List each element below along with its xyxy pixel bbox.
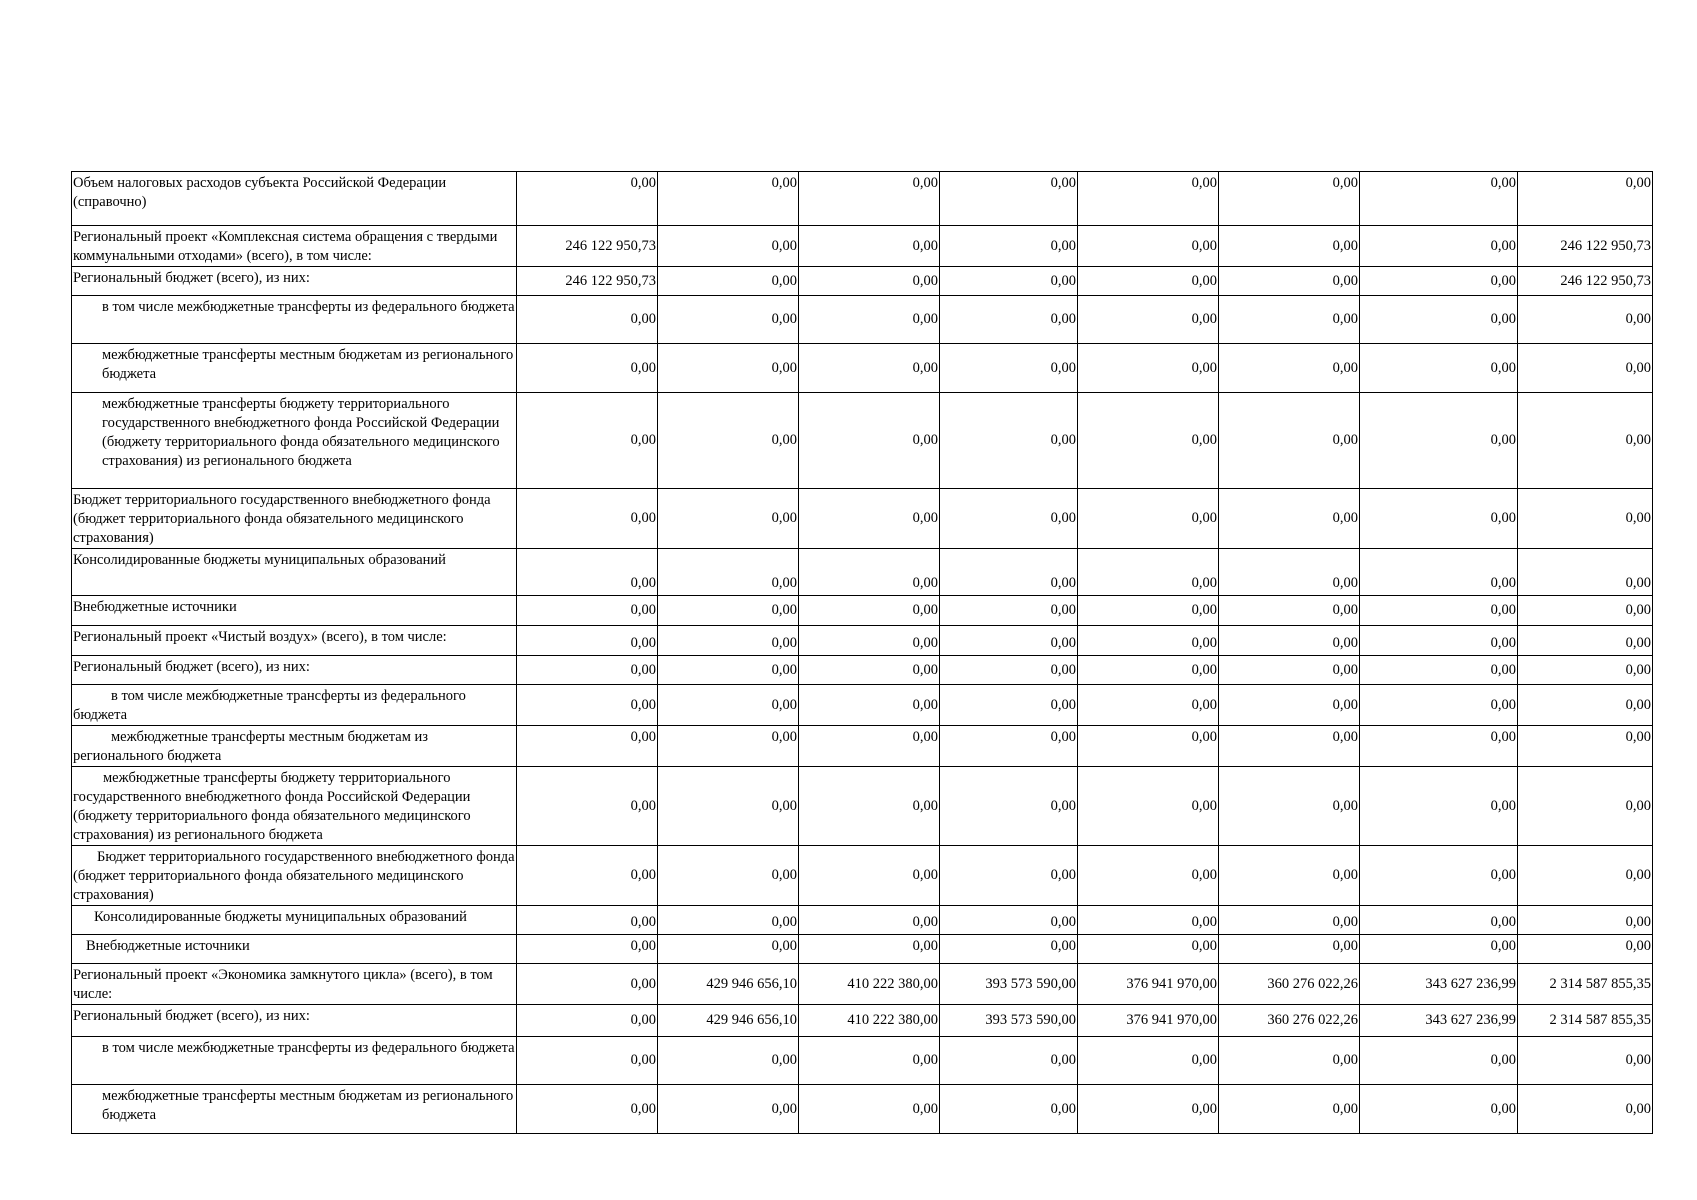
- value-cell: 0,00: [799, 846, 940, 906]
- value-cell: 0,00: [1518, 935, 1653, 964]
- value-cell: 429 946 656,10: [658, 964, 799, 1005]
- value-cell: 343 627 236,99: [1360, 1005, 1518, 1037]
- row-label: Региональный проект «Комплексная система обращения с твердыми коммунальными отходами» (всего), в том числе:: [72, 226, 517, 267]
- value-cell: 0,00: [940, 596, 1078, 626]
- value-cell: 0,00: [799, 626, 940, 656]
- value-cell: 0,00: [1219, 489, 1360, 549]
- value-cell: 393 573 590,00: [940, 1005, 1078, 1037]
- value-cell: 0,00: [799, 393, 940, 489]
- value-cell: 0,00: [1078, 906, 1219, 935]
- value-cell: 0,00: [940, 267, 1078, 296]
- table-row: [72, 626, 1653, 656]
- value-cell: 0,00: [940, 296, 1078, 344]
- value-cell: 0,00: [517, 906, 658, 935]
- value-cell: 0,00: [1360, 172, 1518, 226]
- row-label: межбюджетные трансферты местным бюджетам из регионального бюджета: [72, 726, 517, 767]
- value-cell: 0,00: [1078, 685, 1219, 726]
- value-cell: 0,00: [940, 767, 1078, 846]
- row-label: Консолидированные бюджеты муниципальных образований: [72, 549, 517, 596]
- value-cell: 0,00: [940, 846, 1078, 906]
- value-cell: 0,00: [517, 489, 658, 549]
- value-cell: 0,00: [658, 296, 799, 344]
- budget-table: [71, 171, 1653, 1134]
- value-cell: 0,00: [940, 1085, 1078, 1134]
- value-cell: 0,00: [940, 489, 1078, 549]
- value-cell: 0,00: [1078, 656, 1219, 685]
- value-cell: 0,00: [517, 964, 658, 1005]
- value-cell: 0,00: [658, 344, 799, 393]
- value-cell: 0,00: [517, 596, 658, 626]
- value-cell: 0,00: [1219, 344, 1360, 393]
- value-cell: 0,00: [1219, 846, 1360, 906]
- value-cell: 0,00: [940, 344, 1078, 393]
- value-cell: 0,00: [1360, 596, 1518, 626]
- value-cell: 0,00: [1078, 846, 1219, 906]
- value-cell: 0,00: [517, 296, 658, 344]
- row-label: Региональный бюджет (всего), из них:: [72, 1005, 517, 1037]
- value-cell: 0,00: [799, 726, 940, 767]
- value-cell: 0,00: [1518, 656, 1653, 685]
- value-cell: 0,00: [940, 685, 1078, 726]
- value-cell: 0,00: [658, 172, 799, 226]
- value-cell: 0,00: [1219, 767, 1360, 846]
- row-label: Бюджет территориального государственного внебюджетного фонда (бюджет территориального фонда обязательного медицинского страхования): [72, 846, 517, 906]
- value-cell: 246 122 950,73: [517, 226, 658, 267]
- value-cell: 0,00: [1360, 656, 1518, 685]
- value-cell: 376 941 970,00: [1078, 964, 1219, 1005]
- value-cell: 0,00: [1518, 489, 1653, 549]
- value-cell: 0,00: [1078, 1037, 1219, 1085]
- value-cell: 0,00: [517, 1085, 658, 1134]
- value-cell: 0,00: [1078, 296, 1219, 344]
- value-cell: 0,00: [1360, 906, 1518, 935]
- value-cell: 0,00: [658, 846, 799, 906]
- value-cell: 0,00: [1078, 935, 1219, 964]
- value-cell: 0,00: [1219, 906, 1360, 935]
- value-cell: 0,00: [1078, 626, 1219, 656]
- value-cell: 0,00: [1360, 344, 1518, 393]
- value-cell: 0,00: [799, 549, 940, 596]
- value-cell: 0,00: [517, 846, 658, 906]
- value-cell: 0,00: [1518, 549, 1653, 596]
- value-cell: 0,00: [799, 296, 940, 344]
- value-cell: 0,00: [799, 344, 940, 393]
- table-row: [72, 656, 1653, 685]
- value-cell: 0,00: [658, 393, 799, 489]
- row-label: Консолидированные бюджеты муниципальных образований: [72, 906, 517, 935]
- value-cell: 0,00: [658, 906, 799, 935]
- value-cell: 0,00: [1360, 935, 1518, 964]
- value-cell: 0,00: [658, 626, 799, 656]
- table-row: [72, 267, 1653, 296]
- value-cell: 0,00: [799, 172, 940, 226]
- value-cell: 0,00: [1518, 172, 1653, 226]
- value-cell: 0,00: [658, 685, 799, 726]
- row-label: Бюджет территориального государственного внебюджетного фонда (бюджет территориального фонда обязательного медицинского страхования): [72, 489, 517, 549]
- value-cell: 0,00: [658, 656, 799, 685]
- row-label: межбюджетные трансферты местным бюджетам из регионального бюджета: [72, 1085, 517, 1134]
- value-cell: 0,00: [1219, 172, 1360, 226]
- value-cell: 0,00: [1518, 906, 1653, 935]
- value-cell: 0,00: [940, 935, 1078, 964]
- value-cell: 0,00: [658, 267, 799, 296]
- value-cell: 0,00: [1078, 267, 1219, 296]
- value-cell: 0,00: [1360, 267, 1518, 296]
- value-cell: 0,00: [940, 549, 1078, 596]
- row-label: Внебюджетные источники: [72, 596, 517, 626]
- value-cell: 429 946 656,10: [658, 1005, 799, 1037]
- value-cell: 410 222 380,00: [799, 1005, 940, 1037]
- value-cell: 0,00: [517, 1005, 658, 1037]
- value-cell: 0,00: [799, 1037, 940, 1085]
- value-cell: 0,00: [1078, 596, 1219, 626]
- table-row: [72, 685, 1653, 726]
- table-row: [72, 172, 1653, 226]
- value-cell: 410 222 380,00: [799, 964, 940, 1005]
- row-label: межбюджетные трансферты бюджету территориального государственного внебюджетного фонда Российской Федерации (бюджету территориального фонда обязательного медицинского страхования) из регионального бюджета: [72, 393, 517, 489]
- value-cell: 0,00: [1518, 296, 1653, 344]
- value-cell: 0,00: [1078, 549, 1219, 596]
- value-cell: 0,00: [940, 393, 1078, 489]
- table-row: [72, 906, 1653, 935]
- row-label: Региональный бюджет (всего), из них:: [72, 656, 517, 685]
- table-row: [72, 226, 1653, 267]
- value-cell: 0,00: [517, 344, 658, 393]
- value-cell: 0,00: [517, 172, 658, 226]
- row-label: межбюджетные трансферты местным бюджетам из регионального бюджета: [72, 344, 517, 393]
- value-cell: 376 941 970,00: [1078, 1005, 1219, 1037]
- table-row: [72, 549, 1653, 596]
- table-row: [72, 393, 1653, 489]
- value-cell: 0,00: [1360, 393, 1518, 489]
- value-cell: 0,00: [517, 1037, 658, 1085]
- value-cell: 0,00: [799, 226, 940, 267]
- table-row: [72, 726, 1653, 767]
- value-cell: 0,00: [799, 935, 940, 964]
- value-cell: 0,00: [1518, 344, 1653, 393]
- value-cell: 0,00: [1078, 726, 1219, 767]
- value-cell: 0,00: [1219, 1085, 1360, 1134]
- table-row: [72, 1037, 1653, 1085]
- value-cell: 0,00: [517, 626, 658, 656]
- value-cell: 0,00: [1518, 1085, 1653, 1134]
- table-row: [72, 767, 1653, 846]
- row-label: межбюджетные трансферты бюджету территориального государственного внебюджетного фонда Российской Федерации (бюджету территориального фонда обязательного медицинского страхования) из регионального бюджета: [72, 767, 517, 846]
- table-row: [72, 1085, 1653, 1134]
- value-cell: 0,00: [940, 1037, 1078, 1085]
- value-cell: 0,00: [1219, 626, 1360, 656]
- row-label: Региональный проект «Экономика замкнутого цикла» (всего), в том числе:: [72, 964, 517, 1005]
- value-cell: 0,00: [1360, 846, 1518, 906]
- table-row: [72, 1005, 1653, 1037]
- value-cell: 0,00: [517, 656, 658, 685]
- row-label: в том числе межбюджетные трансферты из федерального бюджета: [72, 685, 517, 726]
- value-cell: 0,00: [1219, 296, 1360, 344]
- value-cell: 0,00: [658, 1037, 799, 1085]
- value-cell: 0,00: [658, 596, 799, 626]
- value-cell: 0,00: [1078, 344, 1219, 393]
- value-cell: 0,00: [1360, 489, 1518, 549]
- value-cell: 0,00: [658, 226, 799, 267]
- value-cell: 0,00: [1078, 489, 1219, 549]
- table-row: [72, 489, 1653, 549]
- value-cell: 0,00: [1219, 549, 1360, 596]
- value-cell: 0,00: [658, 726, 799, 767]
- value-cell: 0,00: [517, 935, 658, 964]
- row-label: Внебюджетные источники: [72, 935, 517, 964]
- table-row: [72, 344, 1653, 393]
- table-row: [72, 296, 1653, 344]
- value-cell: 0,00: [1078, 1085, 1219, 1134]
- row-label: Региональный проект «Чистый воздух» (всего), в том числе:: [72, 626, 517, 656]
- value-cell: 0,00: [1518, 846, 1653, 906]
- value-cell: 0,00: [1078, 393, 1219, 489]
- value-cell: 0,00: [1360, 685, 1518, 726]
- value-cell: 0,00: [1518, 1037, 1653, 1085]
- value-cell: 0,00: [1219, 726, 1360, 767]
- value-cell: 0,00: [1518, 393, 1653, 489]
- value-cell: 0,00: [1219, 656, 1360, 685]
- value-cell: 0,00: [1518, 685, 1653, 726]
- value-cell: 0,00: [940, 172, 1078, 226]
- value-cell: 393 573 590,00: [940, 964, 1078, 1005]
- value-cell: 0,00: [1078, 172, 1219, 226]
- value-cell: 246 122 950,73: [517, 267, 658, 296]
- value-cell: 0,00: [799, 596, 940, 626]
- value-cell: 0,00: [940, 726, 1078, 767]
- value-cell: 2 314 587 855,35: [1518, 964, 1653, 1005]
- value-cell: 0,00: [1078, 226, 1219, 267]
- value-cell: 0,00: [658, 549, 799, 596]
- value-cell: 0,00: [1518, 626, 1653, 656]
- value-cell: 0,00: [799, 267, 940, 296]
- value-cell: 360 276 022,26: [1219, 964, 1360, 1005]
- value-cell: 0,00: [1219, 935, 1360, 964]
- row-label: в том числе межбюджетные трансферты из федерального бюджета: [72, 296, 517, 344]
- value-cell: 0,00: [799, 656, 940, 685]
- value-cell: 0,00: [1360, 1037, 1518, 1085]
- value-cell: 0,00: [940, 906, 1078, 935]
- value-cell: 0,00: [1219, 267, 1360, 296]
- value-cell: 0,00: [1219, 596, 1360, 626]
- value-cell: 246 122 950,73: [1518, 267, 1653, 296]
- value-cell: 360 276 022,26: [1219, 1005, 1360, 1037]
- row-label: Региональный бюджет (всего), из них:: [72, 267, 517, 296]
- value-cell: 0,00: [658, 1085, 799, 1134]
- value-cell: 0,00: [517, 726, 658, 767]
- value-cell: 0,00: [799, 685, 940, 726]
- value-cell: 0,00: [1360, 296, 1518, 344]
- value-cell: 0,00: [517, 767, 658, 846]
- value-cell: 0,00: [1219, 1037, 1360, 1085]
- value-cell: 0,00: [517, 549, 658, 596]
- value-cell: 0,00: [799, 767, 940, 846]
- value-cell: 0,00: [658, 489, 799, 549]
- value-cell: 0,00: [1219, 393, 1360, 489]
- row-label: Объем налоговых расходов субъекта Российской Федерации (справочно): [72, 172, 517, 226]
- value-cell: 0,00: [1360, 226, 1518, 267]
- table-row: [72, 964, 1653, 1005]
- value-cell: 2 314 587 855,35: [1518, 1005, 1653, 1037]
- table-body: [72, 172, 1653, 1134]
- value-cell: 0,00: [517, 685, 658, 726]
- value-cell: 0,00: [1360, 1085, 1518, 1134]
- value-cell: 0,00: [1518, 596, 1653, 626]
- value-cell: 0,00: [1360, 549, 1518, 596]
- table-row: [72, 846, 1653, 906]
- value-cell: 0,00: [1360, 726, 1518, 767]
- value-cell: 0,00: [658, 767, 799, 846]
- value-cell: 0,00: [799, 489, 940, 549]
- table-row: [72, 596, 1653, 626]
- value-cell: 0,00: [658, 935, 799, 964]
- value-cell: 0,00: [1518, 726, 1653, 767]
- value-cell: 0,00: [1360, 767, 1518, 846]
- value-cell: 0,00: [1518, 767, 1653, 846]
- value-cell: 343 627 236,99: [1360, 964, 1518, 1005]
- table-row: [72, 935, 1653, 964]
- value-cell: 0,00: [940, 656, 1078, 685]
- value-cell: 0,00: [940, 226, 1078, 267]
- value-cell: 0,00: [799, 1085, 940, 1134]
- row-label: в том числе межбюджетные трансферты из федерального бюджета: [72, 1037, 517, 1085]
- value-cell: 0,00: [1219, 685, 1360, 726]
- value-cell: 0,00: [799, 906, 940, 935]
- value-cell: 246 122 950,73: [1518, 226, 1653, 267]
- value-cell: 0,00: [940, 626, 1078, 656]
- value-cell: 0,00: [517, 393, 658, 489]
- value-cell: 0,00: [1360, 626, 1518, 656]
- value-cell: 0,00: [1219, 226, 1360, 267]
- value-cell: 0,00: [1078, 767, 1219, 846]
